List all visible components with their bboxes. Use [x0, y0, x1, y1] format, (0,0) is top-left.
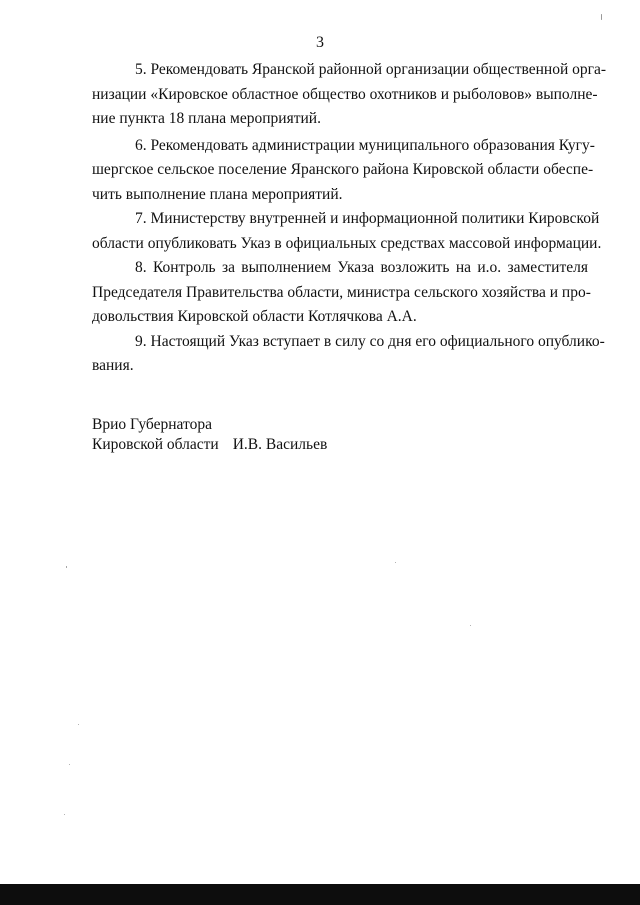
scan-speck: [66, 566, 67, 568]
paragraph-line: 5. Рекомендовать Яранской районной организации общественной орга-: [135, 61, 607, 78]
signatory-name: И.В. Васильев: [232, 436, 328, 453]
paragraph-line: ние пункта 18 плана мероприятий.: [92, 110, 321, 127]
paragraph-line: чить выполнение плана мероприятий.: [92, 185, 343, 203]
paragraph-line: низации «Кировское областное общество охотников и рыболовов» выполне-: [92, 85, 598, 103]
paragraph-line: Председателя Правительства области, министра сельского хозяйства и про-: [92, 283, 591, 301]
scan-speck: [69, 764, 70, 765]
paragraph-line: вания.: [92, 357, 134, 374]
paragraph-8: [92, 256, 591, 330]
paragraph-5: [92, 58, 607, 132]
paragraph-line: области опубликовать Указ в официальных средствах массовой информации.: [92, 234, 602, 252]
signature-block: [92, 415, 327, 455]
signatory-region: Кировской области: [92, 436, 219, 453]
paragraph-line: 8. Контроль за выполнением Указа возложить на и.о. заместителя: [135, 259, 588, 276]
scan-speck: [78, 724, 79, 725]
paragraph-7: [92, 207, 602, 256]
paragraph-6: [92, 134, 595, 208]
paragraph-line: 6. Рекомендовать администрации муниципального образования Кугу-: [135, 136, 595, 154]
signatory-position: Врио Губернатора: [92, 416, 212, 433]
scan-speck: [64, 814, 65, 815]
document-body: [92, 58, 607, 379]
paragraph-9: [92, 330, 605, 379]
paragraph-line: довольствия Кировской области Котлячкова А.А.: [92, 308, 417, 325]
paragraph-line: 9. Настоящий Указ вступает в силу со дня его официального опублико-: [135, 332, 605, 350]
scan-speck: [601, 14, 602, 20]
scan-speck: [395, 562, 396, 563]
scan-bottom-border: [0, 884, 640, 905]
signatory-region-row: [92, 435, 327, 455]
paragraph-line: шергское сельское поселение Яранского района Кировской области обеспе-: [92, 161, 594, 178]
scan-speck: [470, 625, 471, 626]
paragraph-line: 7. Министерству внутренней и информационной политики Кировской: [135, 210, 600, 227]
page-number: 3: [316, 34, 324, 51]
